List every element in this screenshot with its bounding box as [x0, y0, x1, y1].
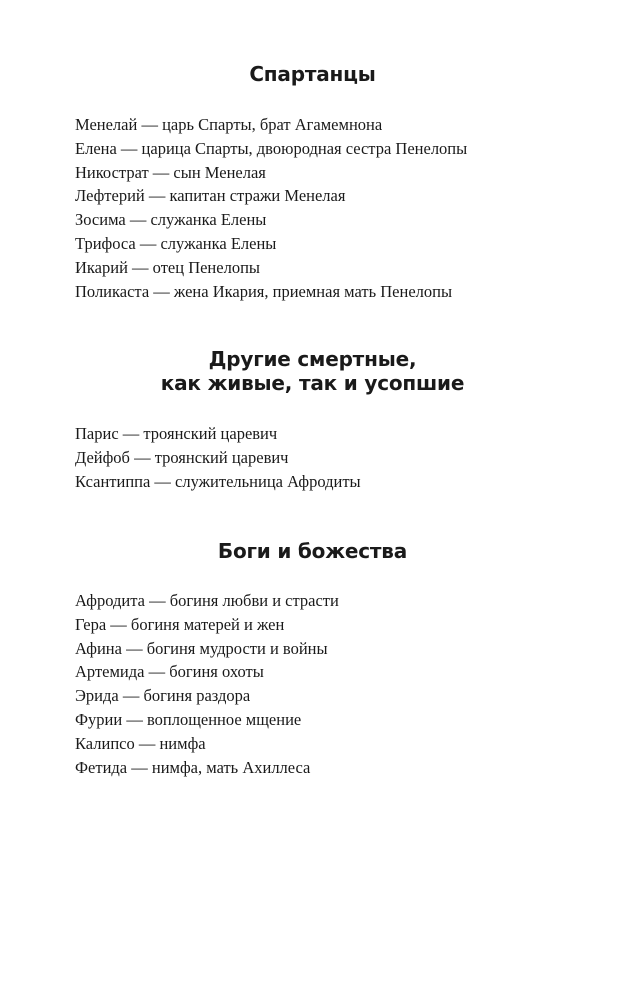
character-list-gods: [75, 589, 339, 779]
character-entry: Икарий — отец Пенелопы: [75, 257, 260, 277]
character-entry: Елена — царица Спарты, двоюродная сестра Пенелопы: [75, 138, 468, 158]
character-entry: Никострат — сын Менелая: [75, 162, 266, 182]
character-entry: Ксантиппа — служительница Афродиты: [75, 471, 361, 491]
section-title-line: как живые, так и усопшие: [160, 371, 465, 395]
section-title-spartans: [0, 62, 625, 86]
character-entry: Гера — богиня матерей и жен: [75, 614, 285, 634]
character-entry: Менелай — царь Спарты, брат Агамемнона: [75, 115, 383, 134]
character-entry: Трифоса — служанка Елены: [75, 233, 277, 253]
character-entry: Афина — богиня мудрости и войны: [75, 638, 328, 658]
character-entry: Фетида — нимфа, мать Ахиллеса: [75, 757, 311, 777]
character-list-spartans: [75, 113, 467, 303]
section-title-other-mortals: [0, 347, 625, 395]
character-entry: Поликаста — жена Икария, приемная мать Пенелопы: [75, 281, 453, 301]
character-entry: Парис — троянский царевич: [75, 424, 278, 443]
character-entry: Эрида — богиня раздора: [75, 686, 251, 706]
character-entry: Артемида — богиня охоты: [75, 662, 264, 682]
character-entry: Афродита — богиня любви и страсти: [75, 591, 339, 610]
section-title-line: Другие смертные,: [208, 347, 417, 371]
character-entry: Калипсо — нимфа: [75, 733, 206, 753]
character-entry: Зосима — служанка Елены: [75, 210, 267, 230]
character-entry: Лефтерий — капитан стражи Менелая: [75, 186, 346, 206]
section-title-gods: [0, 539, 625, 563]
character-entry: Дейфоб — троянский царевич: [75, 447, 289, 467]
section-title-line: Боги и божества: [217, 539, 408, 563]
character-list-other-mortals: [75, 422, 361, 493]
section-title-line: Спартанцы: [249, 62, 376, 86]
character-entry: Фурии — воплощенное мщение: [75, 709, 302, 729]
